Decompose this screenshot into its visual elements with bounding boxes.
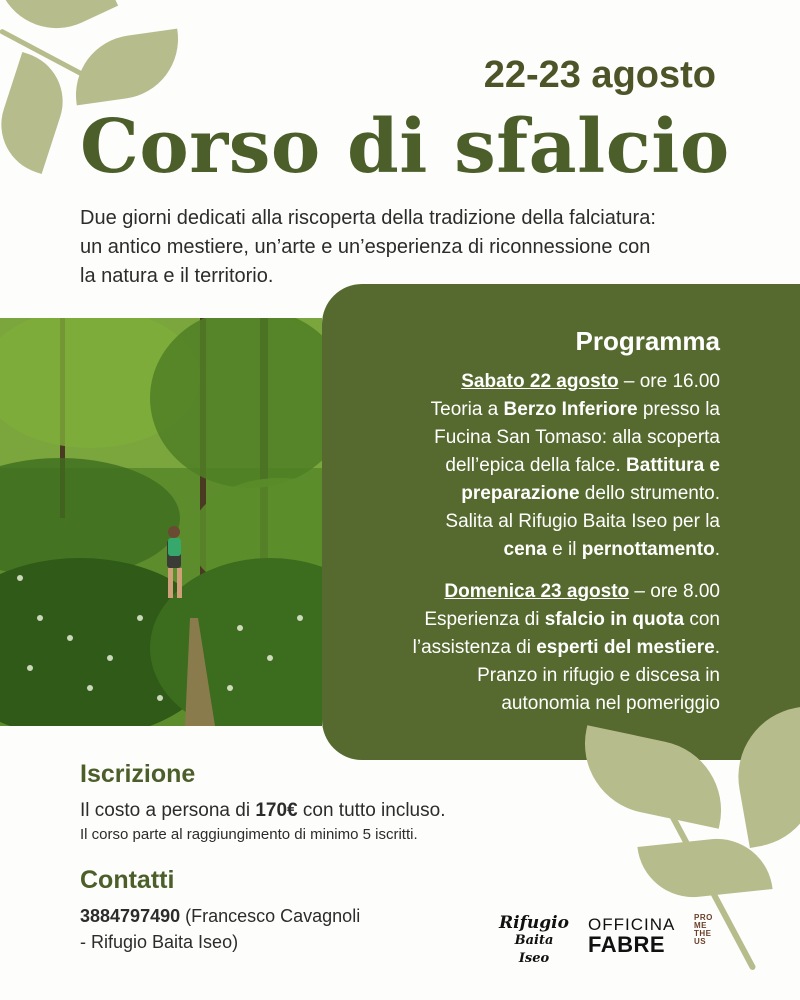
text: l’assistenza di (412, 637, 537, 658)
text: Teoria a (430, 399, 504, 420)
event-date: 22-23 agosto (483, 54, 716, 96)
prometheus-logo (694, 914, 724, 946)
forest-path-illustration (0, 318, 322, 726)
logo-text: US (694, 937, 707, 946)
text-bold: Berzo Inferiore (503, 399, 638, 420)
forest-path-image (0, 318, 322, 726)
day2-time: – ore 8.00 (629, 581, 720, 602)
iscrizione-cost (80, 800, 445, 822)
day1-line (342, 396, 720, 424)
day1-line: Salita al Rifugio Baita Iseo per la (445, 511, 720, 532)
day1-line (342, 480, 720, 508)
logo-text: THE (694, 929, 712, 938)
day2-line: Pranzo in rifugio e discesa in (477, 665, 720, 686)
day1-line (342, 452, 720, 480)
text: Il costo a persona di (80, 800, 256, 821)
text: con tutto incluso. (297, 800, 446, 821)
text: dello strumento. (579, 483, 720, 504)
sponsor-logos (498, 912, 738, 966)
contatti-heading: Contatti (80, 866, 175, 894)
text: Esperienza di (424, 609, 545, 630)
text-bold: esperti del mestiere (536, 637, 715, 658)
day1-time: – ore 16.00 (618, 371, 720, 392)
intro-line: un antico mestiere, un’arte e un’esperienza di riconnessione con (80, 236, 651, 258)
day2-line (342, 634, 720, 662)
text-bold: sfalcio in quota (544, 609, 685, 630)
text: (Francesco Cavagnoli (180, 906, 361, 926)
logo-text: OFFICINA (588, 915, 676, 934)
iscrizione-heading: Iscrizione (80, 760, 196, 788)
day1-line: Fucina San Tomaso: alla scoperta (434, 427, 720, 448)
price: 170€ (255, 800, 298, 821)
text: dell’epica della falce. (445, 455, 627, 476)
phone-number[interactable]: 3884797490 (80, 906, 181, 926)
day2-line (342, 606, 720, 634)
page-title: Corso di sfalcio (80, 104, 730, 190)
iscrizione-note: Il corso parte al raggiungimento di minimo 5 iscritti. (80, 826, 418, 843)
program-heading: Programma (575, 326, 720, 356)
logo-text: Baita Iseo (514, 933, 554, 966)
day2-date: Domenica 23 agosto (444, 581, 630, 602)
logo-text: ME (694, 921, 707, 930)
intro-paragraph (80, 204, 740, 291)
text-bold: pernottamento (581, 539, 715, 560)
contact-line (80, 906, 360, 927)
logo-text: FABRE (588, 932, 666, 957)
text-bold: Battitura e (626, 455, 720, 476)
logo-text: Rifugio (499, 913, 569, 933)
day1-date: Sabato 22 agosto (461, 371, 619, 392)
day2-line: autonomia nel pomeriggio (501, 693, 720, 714)
logo-text: PRO (694, 913, 713, 922)
text-bold: preparazione (461, 483, 580, 504)
day1-header (342, 368, 720, 396)
contact-line: - Rifugio Baita Iseo) (80, 932, 239, 952)
text: presso la (637, 399, 720, 420)
leaf-decoration-top-left-3 (0, 52, 76, 174)
intro-line: Due giorni dedicati alla riscoperta della tradizione della falciatura: (80, 207, 656, 229)
day2-header (342, 578, 720, 606)
text: . (714, 637, 720, 658)
day1-line (342, 536, 720, 564)
intro-line: la natura e il territorio. (80, 265, 274, 287)
text-bold: cena (503, 539, 547, 560)
leaf-decoration-top-left-2 (68, 29, 186, 106)
rifugio-baita-iseo-logo (498, 914, 570, 968)
officina-fabre-logo (588, 916, 675, 956)
text: con (684, 609, 720, 630)
text: . (714, 539, 720, 560)
program-panel (322, 284, 800, 760)
text: e il (546, 539, 582, 560)
